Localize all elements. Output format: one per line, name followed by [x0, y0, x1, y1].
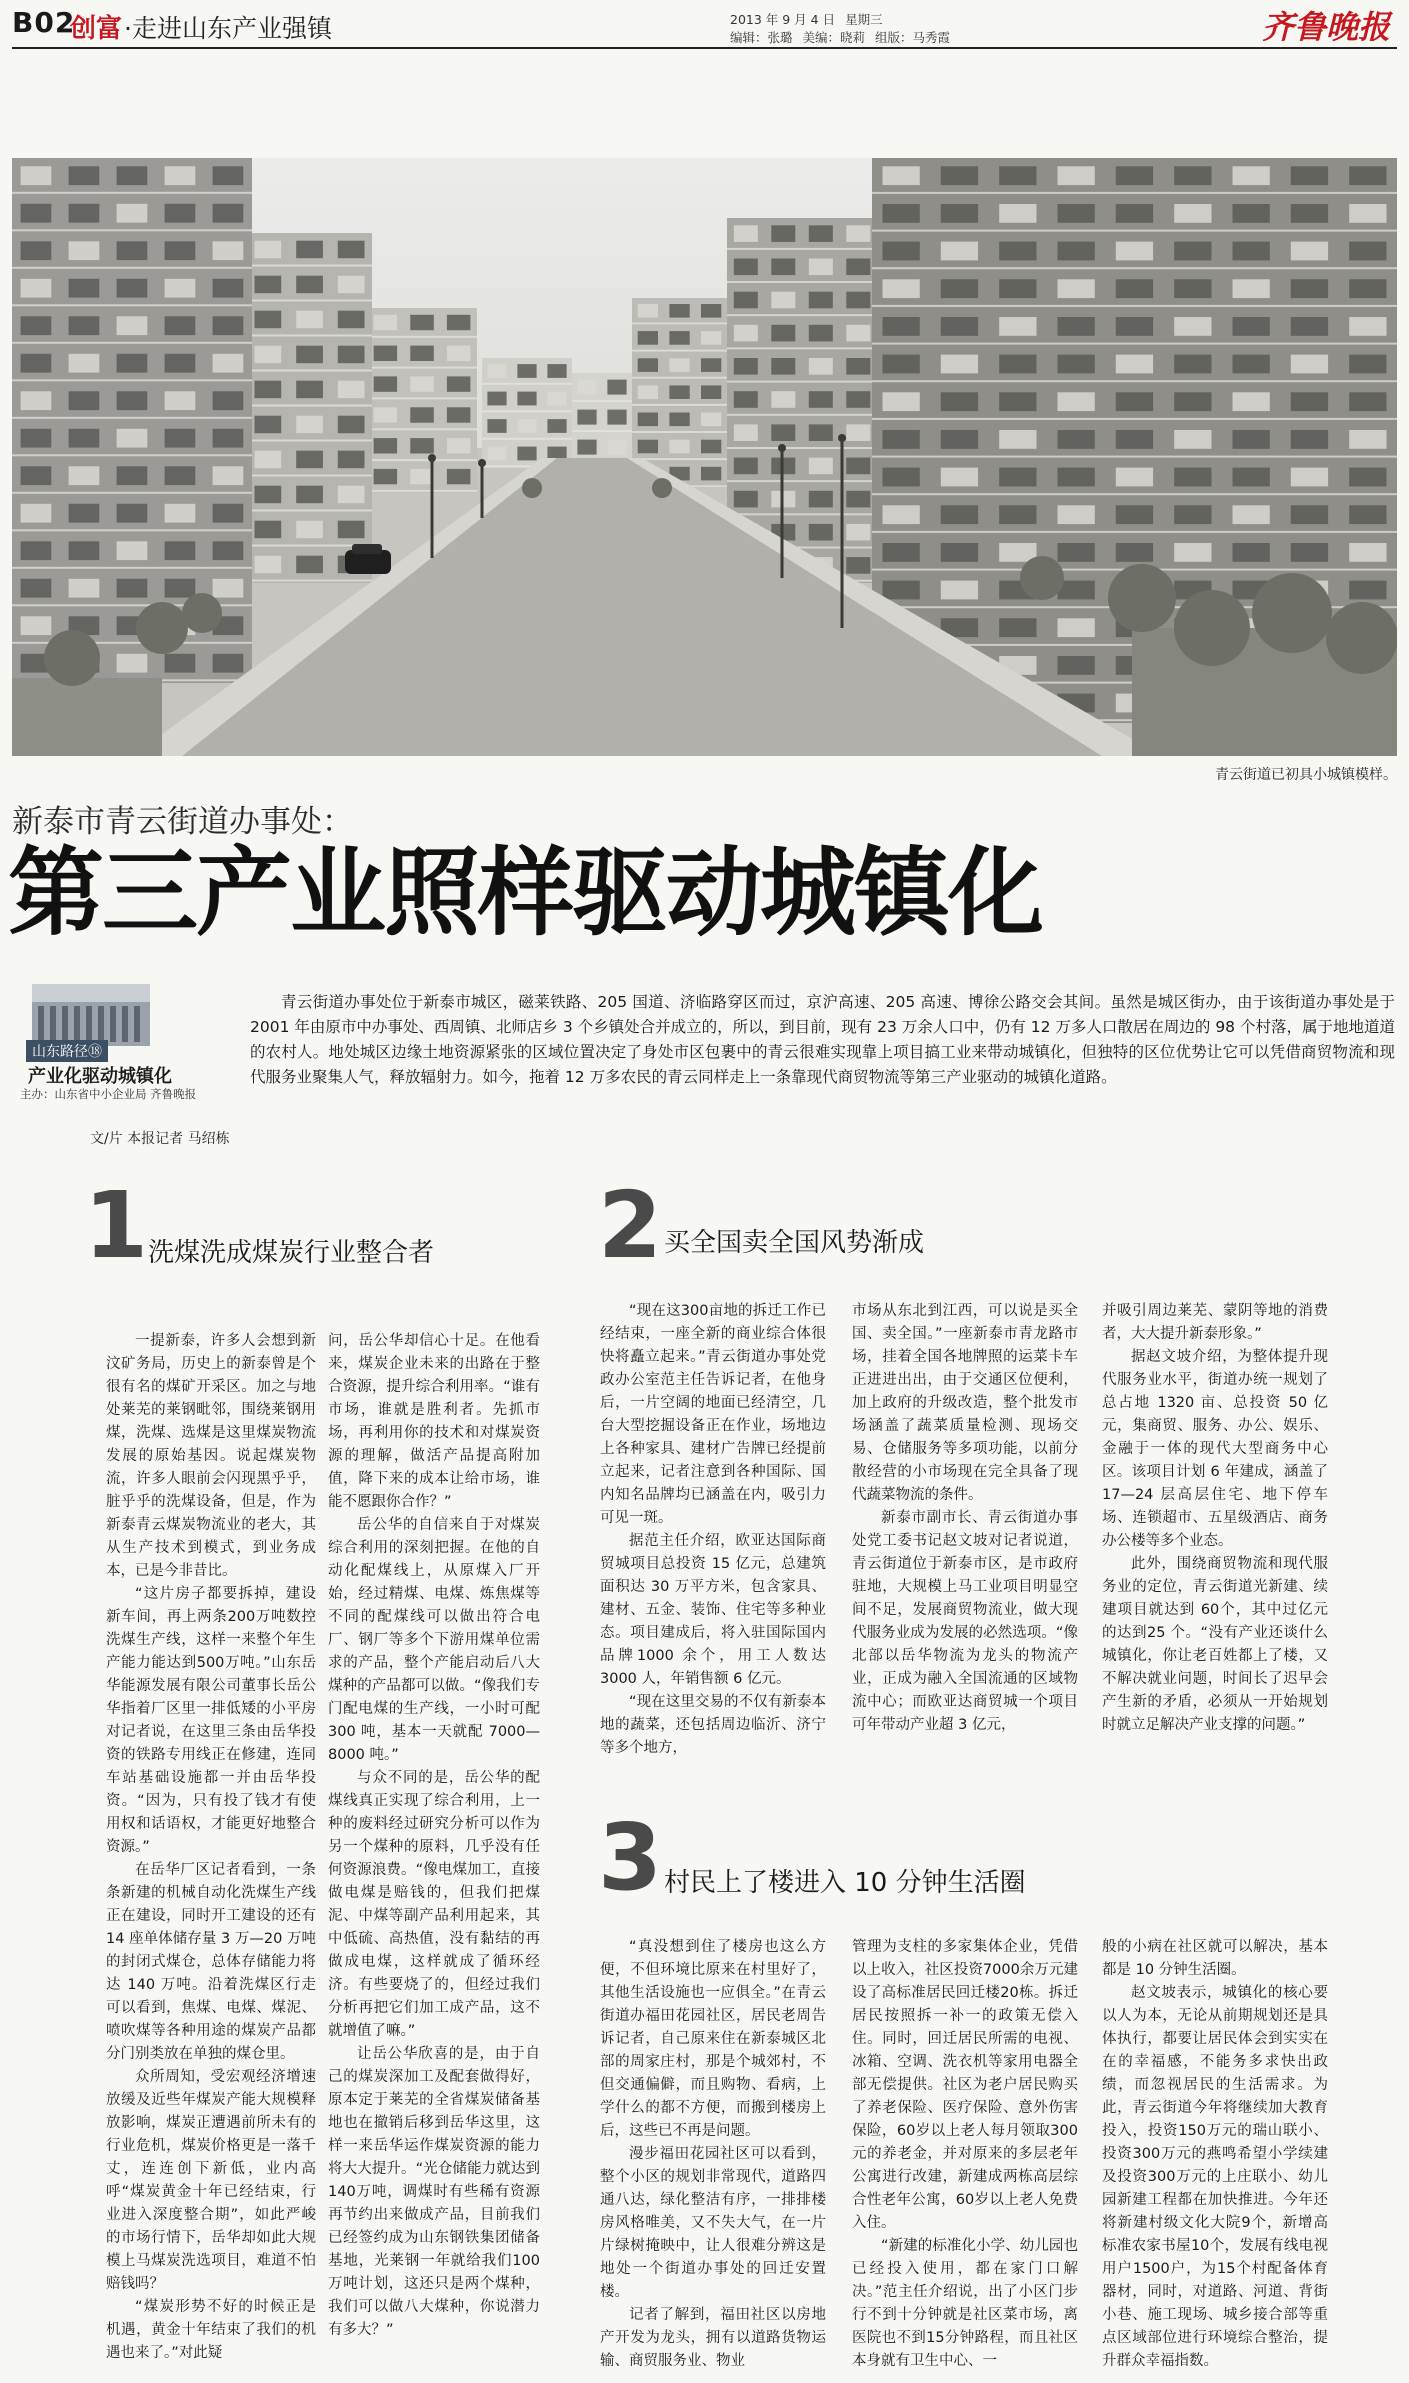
section-3-column-3: [1102, 1936, 1328, 2376]
section-1-number: 1: [84, 1172, 149, 1279]
paragraph: 般的小病在社区就可以解决，基本都是 10 分钟生活圈。: [1102, 1939, 1328, 1978]
paragraph: 赵文坡表示，城镇化的核心要以人为本，无论从前期规划还是具体执行，都要让居民体会到实实在在的幸福感，不能务多求快出政绩，而忽视居民的生活需求。为此，青云街道今年将继续加大教育投入，投资150万元的瑞山联小、投资300万元的燕鸣希望小学续建及投资300万元的上庄联小、幼儿园新建工程都在加快推进。今年还将新建村级文化大院9个，新增高标准农家书屋10个，发展有线电视用户1500户，为15个村配备体育器材，同时，对道路、河道、背街小巷、施工现场、城乡接合部等重点区域部位进行环境综合整治，提升群众幸福指数。: [1102, 1985, 1328, 2369]
article-headline: 第三产业照样驱动城镇化: [8, 836, 1042, 949]
page-number: B02: [12, 6, 76, 39]
section-3-column-2: [852, 1936, 1078, 2376]
paragraph: “现在这300亩地的拆迁工作已经结束，一座全新的商业综合体很快将矗立起来。”青云街道办事处党政办公室范主任告诉记者，在他身后，一片空阔的地面已经清空，几台大型挖掘设备正在作业，场地边上各种家具、建材广告牌已经提前立起来，记者注意到各种国际、国内知名品牌均已涵盖在内，吸引力可见一斑。: [600, 1303, 826, 1526]
series-title: 产业化驱动城镇化: [28, 1066, 172, 1087]
photo-building: [572, 373, 632, 463]
section-2-column-2: [852, 1300, 1078, 1805]
section-2-title: 买全国卖全国风势渐成: [664, 1228, 925, 1258]
photo-building: [367, 308, 477, 493]
paragraph: 此外，围绕商贸物流和现代服务业的定位，青云街道光新建、续建项目就达到 60个，其中过亿元的达到25 个。“没有产业还谈什么城镇化，你让老百姓都上了楼，又不解决就业问题，时间长了迟早会产生新的矛盾，必须从一开始规划时就立足解决产业支撑的问题。”: [1102, 1556, 1328, 1733]
photo-caption: 青云街道已初具小城镇模样。: [1215, 767, 1397, 783]
paragraph: “新建的标准化小学、幼儿园也已经投入使用，都在家门口解决。”范主任介绍说，出了小区门步行不到十分钟就是社区菜市场，离医院也不到15分钟路程，而且社区本身就有卫生中心、一: [852, 2238, 1078, 2369]
section-subtitle: ·走进山东产业强镇: [124, 14, 332, 43]
paragraph: 让岳公华欣喜的是，由于自己的煤炭深加工及配套做得好，原本定于莱芜的全省煤炭储备基地也在撤销后移到岳华这里，这样一来岳华运作煤炭资源的能力将大大提升。“光仓储能力就达到 140万吨，调煤时有些稀有资源再节约出来做成产品，目前我们已经签约成为山东钢铁集团储备基地，光莱钢一年就给我们100万吨计划，这还只是两个煤种，我们可以做八大煤种，你说潜力有多大？”: [328, 2046, 540, 2338]
photo-building: [632, 298, 727, 488]
series-sponsor: 主办：山东省中小企业局 齐鲁晚报: [20, 1087, 197, 1101]
series-tag: 山东路径⑱: [26, 1040, 108, 1062]
photo-grass-left: [12, 678, 162, 756]
lead-photo: [12, 158, 1397, 756]
issue-weekday: 星期三: [845, 12, 883, 27]
paragraph: 管理为支柱的多家集体企业，凭借以上收入，社区投资7000余万元建设了高标准居民回迁楼20栋。拆迁居民按照拆一补一的政策无偿入住。同时，回迁居民所需的电视、冰箱、空调、洗衣机等家用电器全部无偿提供。社区为老户居民购买了养老保险、医疗保险、意外伤害保险，60岁以上老人每月领取300元的养老金，并对原来的多层老年公寓进行改建，新建成两栋高层综合性老年公寓，60岁以上老人免费入住。: [852, 1939, 1078, 2231]
article-kicker: 新泰市青云街道办事处：: [12, 804, 353, 840]
section-2-column-1: [600, 1300, 826, 1805]
article-intro: 青云街道办事处位于新泰市城区，磁莱铁路、205 国道、济临路穿区而过，京沪高速、205 高速、博徐公路交会其间。虽然是城区街办，由于该街道办事处是于 2001 年由原市中办事处、西周镇、北师店乡 3 个乡镇处合并成立的，所以，到目前，现有 23 万余人口中，仍有 12 万多人口散居在周边的 98 个村落，属于地地道道的农村人。地处城区边缘土地资源紧张的区域位置决定了身处市区包裹中的青云很难实现靠上项目搞工业来带动城镇化，但独特的区位优势让它可以凭借商贸物流和现代服务业聚集人气，释放辐射力。如今，拖着 12 万多农民的青云同样走上一条靠现代商贸物流等第三产业驱动的城镇化道路。: [250, 993, 1395, 1086]
series-thumbnail: [32, 984, 150, 1046]
section-3-column-1: [600, 1936, 826, 2376]
paragraph: 记者了解到，福田社区以房地产开发为龙头，拥有以道路货物运输、商贸服务业、物业: [600, 2307, 826, 2369]
issue-date-line: [730, 10, 883, 28]
paragraph: 与众不同的是，岳公华的配煤线真正实现了综合利用，上一种的废料经过研究分析可以作为另一个煤种的原料，几乎没有任何资源浪费。“像电煤加工，直接做电煤是赔钱的，但我们把煤泥、中煤等副产品利用起来，其中低硫、高热值，没有黏结的再做成电煤，这样就成了循环经济。有些要烧了的，但经过我们分析再把它们加工成产品，这不就增值了嘛。”: [328, 1770, 540, 2039]
paragraph: 漫步福田花园社区可以看到，整个小区的规划非常现代，道路四通八达，绿化整洁有序，一排排楼房风格唯美，又不失大气，在一片片绿树掩映中，让人很难分辨这是地处一个街道办事处的回迁安置楼。: [600, 2146, 826, 2300]
paragraph: “这片房子都要拆掉，建设新车间，再上两条200万吨数控洗煤生产线，这样一来整个年生产能力能达到500万吨。”山东岳华能源发展有限公司董事长岳公华指着厂区里一排低矮的小平房对记者说，在这里三条由岳华投资的铁路专用线正在修建，连同车站基础设施都一并由岳华投资。“因为，只有投了钱才有使用权和话语权，才能更好地整合资源。”: [106, 1586, 316, 1855]
section-3-number: 3: [598, 1804, 663, 1911]
layout-credit: 组版：马秀霞: [875, 30, 951, 45]
paragraph: “现在这里交易的不仅有新泰本地的蔬菜，还包括周边临沂、济宁等多个地方，: [600, 1694, 826, 1756]
photo-building: [482, 358, 572, 468]
paragraph: 问，岳公华却信心十足。在他看来，煤炭企业未来的出路在于整合资源，提升综合利用率。“谁有市场，谁就是胜利者。先抓市场，再利用你的技术和对煤炭资源的理解，做活产品提高附加值，降下来的成本让给市场，谁能不愿跟你合作？”: [328, 1333, 540, 1510]
paragraph: 市场从东北到江西，可以说是买全国、卖全国。”一座新泰市青龙路市场，挂着全国各地牌照的运菜卡车正进进出出，由于交通区位便利，加上政府的升级改造，整个批发市场涵盖了蔬菜质量检测、现场交易、仓储服务等多项功能，以前分散经营的小市场现在完全具备了现代蔬菜物流的条件。: [852, 1303, 1078, 1503]
paragraph: 一提新泰，许多人会想到新汶矿务局，历史上的新泰曾是个很有名的煤矿开采区。加之与地处莱芜的莱钢毗邻，围绕莱钢用煤，洗煤、选煤是这里煤炭物流发展的原始基因。说起煤炭物流，许多人眼前会闪现黑乎乎，脏乎乎的洗煤设备，但是，作为新泰青云煤炭物流业的老大，其从生产技术到模式，到业务成本，已是今非昔比。: [106, 1333, 316, 1579]
editor-credit: 编辑：张璐: [730, 30, 793, 45]
section-2-number: 2: [598, 1172, 663, 1279]
section-1-column-1: [106, 1330, 316, 2375]
paragraph: 据范主任介绍，欧亚达国际商贸城项目总投资 15 亿元，总建筑面积达 30 万平方米，包含家具、建材、五金、装饰、住宅等多种业态。项目建成后，将入驻国际国内品牌1000 余个，用工人数达 3000 人，年销售额 6 亿元。: [600, 1533, 826, 1687]
byline: 文/片 本报记者 马绍栋: [90, 1131, 230, 1147]
paragraph: 新泰市副市长、青云街道办事处党工委书记赵文坡对记者说道，青云街道位于新泰市区，是市政府驻地，大规模上马工业项目明显空间不足，发展商贸物流业，做大现代服务业成为发展的必然选项。“像北部以岳华物流为龙头的物流产业，正成为融入全国流通的区域物流中心；而欧亚达商贸城一个项目可年带动产业超 3 亿元，: [852, 1510, 1078, 1733]
header-rule: [12, 47, 1397, 49]
section-3-title: 村民上了楼进入 10 分钟生活圈: [664, 1868, 1026, 1898]
paragraph: 岳公华的自信来自于对煤炭综合利用的深刻把握。在他的自动化配煤线上，从原煤入厂开始，经过精煤、电煤、炼焦煤等不同的配煤线可以做出符合电厂、钢厂等多个下游用煤单位需求的产品，整个产能启动后八大煤种的产品都可以做。“像我们专门配电煤的生产线，一小时可配 300 吨，基本一天就配 7000—8000 吨。”: [328, 1517, 540, 1763]
paragraph: 据赵文坡介绍，为整体提升现代服务业水平，街道办统一规划了总占地 1320 亩、总投资 50 亿元，集商贸、服务、办公、娱乐、金融于一体的现代大型商务中心区。该项目计划 6 年建成，涵盖了 17—24 层高层住宅、地下停车场、连锁超市、五星级酒店、商务办公楼等多个业态。: [1102, 1349, 1328, 1549]
paragraph: 并吸引周边莱芜、蒙阴等地的消费者，大大提升新泰形象。”: [1102, 1303, 1328, 1342]
issue-date: 2013 年 9 月 4 日: [730, 12, 836, 27]
photo-building: [247, 233, 372, 583]
paragraph: 众所周知，受宏观经济增速放缓及近些年煤炭产能大规模释放影响，煤炭正遭遇前所未有的行业危机，煤炭价格更是一落千丈，连连创下新低，业内高呼“煤炭黄金十年已经结束，行业进入深度整合期”，如此严峻的市场行情下，岳华却如此大规模上马煤炭洗选项目，难道不怕赔钱吗？: [106, 2069, 316, 2292]
section-name: 创富: [70, 14, 123, 44]
section-2-column-3: [1102, 1300, 1328, 1805]
section-1-title: 洗煤洗成煤炭行业整合者: [148, 1238, 435, 1268]
credits-line: [730, 28, 950, 46]
section-1-column-2: [328, 1330, 540, 2375]
newspaper-masthead: 齐鲁晚报: [1262, 8, 1391, 46]
paragraph: 在岳华厂区记者看到，一条条新建的机械自动化洗煤生产线正在建设，同时开工建设的还有 14 座单体储存量 3 万—20 万吨的封闭式煤仓，总体存储能力将达 140 万吨。沿着洗煤区行走可以看到，焦煤、电煤、煤泥、喷吹煤等各种用途的煤炭产品都分门别类放在单独的煤仓里。: [106, 1862, 316, 2062]
paragraph: “煤炭形势不好的时候正是机遇，黄金十年结束了我们的机遇也来了。”对此疑: [106, 2299, 316, 2361]
paragraph: “真没想到住了楼房也这么方便，不但环境比原来在村里好了，其他生活设施也一应俱全。”在青云街道办福田花园社区，居民老周告诉记者，自己原来住在新泰城区北部的周家庄村，那是个城郊村，不但交通偏僻，而且购物、看病，上学什么的都不方便，而搬到楼房上后，这些已不再是问题。: [600, 1939, 826, 2139]
series-box: [12, 980, 240, 1100]
designer-credit: 美编：晓莉: [802, 30, 866, 45]
